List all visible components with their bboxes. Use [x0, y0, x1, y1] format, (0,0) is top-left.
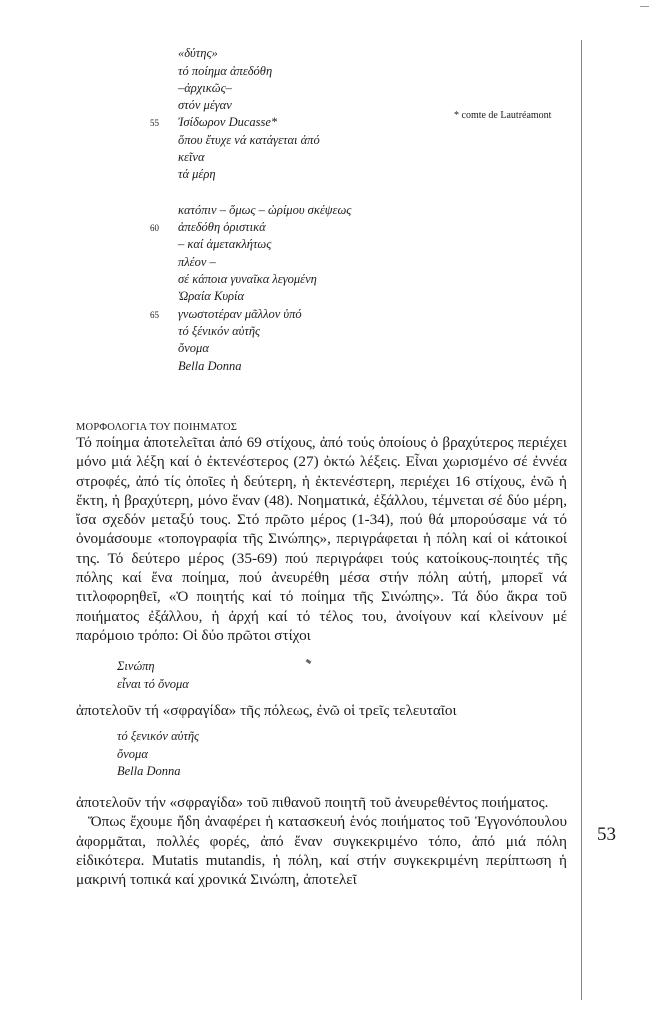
poem-line-11: – καί ἀμετακλήτως	[178, 237, 272, 251]
line-number-55: 55	[150, 118, 159, 128]
quote-block-1	[117, 658, 189, 693]
poem-line-10: ἀπεδόθη ὁριστικά	[178, 220, 266, 234]
quote-1-line-1: Σινώπη	[117, 659, 155, 673]
poem-line-14: Ὡραία Κυρία	[178, 289, 245, 303]
poem-line-9: κατόπιν – ὅμως – ὡρίμου σκέψεως	[178, 203, 352, 217]
poem-line-8: τά μέρη	[178, 167, 216, 181]
poem-line-17: ὄνομα	[178, 341, 209, 355]
quote-2-line-3: Bella Donna	[117, 764, 181, 778]
quote-block-2	[117, 728, 199, 781]
paragraph-3-4	[76, 793, 567, 889]
paragraph-4-text: Ὅπως ἔχουμε ἤδη ἀναφέρει ἡ κατασκευή ἑνός ποιήματος τοῦ Ἐγγονόπουλου ἀφορμᾶται, πολλές φορές, ἀπό ἕναν συγκεκριμένο τόπο, ἀπό μιά πόλη εἰδικότερα. Mutatis mutandis, ἡ πόλη, καί στήν συγκεκριμένη περίπτωση ἡ μακρινή τοπικά καί χρονικά Σινώπη, ἀποτελεῖ	[76, 813, 567, 889]
poem-line-2: τό ποίημα ἀπεδόθη	[178, 64, 273, 78]
poem-line-1: «δύτης»	[178, 46, 218, 60]
paragraph-1	[76, 433, 567, 645]
quote-2-line-1: τό ξενικόν αὐτῆς	[117, 729, 200, 743]
quote-1-line-2: εἶναι τό ὄνομα	[117, 676, 189, 691]
poem-line-12: πλέον –	[178, 255, 216, 269]
poem-line-16: τό ξένικόν αὐτῆς	[178, 324, 261, 338]
paragraph-2-text: ἀποτελοῦν τή «σφραγίδα» τῆς πόλεως, ἐνῶ οἱ τρεῖς τελευταῖοι	[76, 702, 457, 719]
margin-rule	[581, 40, 582, 1000]
stray-mark	[306, 659, 312, 664]
page-number: 53	[597, 824, 616, 845]
quote-2-line-2: ὄνομα	[117, 746, 148, 761]
paragraph-3-text: ἀποτελοῦν τήν «σφραγίδα» τοῦ πιθανοῦ ποιητῆ τοῦ ἀνευρεθέντος ποιήματος.	[76, 794, 549, 811]
section-heading: ΜΟΡΦΟΛΟΓΙΑ ΤΟΥ ΠΟΙΗΜΑΤΟΣ	[76, 422, 238, 433]
poem-line-18: Bella Donna	[178, 359, 242, 373]
poem-line-7: κεῖνα	[178, 150, 205, 164]
corner-mark	[640, 6, 649, 7]
poem-line-3: –ἀρχικῶς–	[178, 81, 232, 95]
line-number-60: 60	[150, 223, 159, 233]
poem-line-15: γνωστοτέραν μᾶλλον ὑπό	[178, 307, 302, 321]
poem-line-4: στόν μέγαν	[178, 98, 232, 112]
poem-line-5: Ἰσίδωρον Ducasse*	[178, 115, 278, 129]
paragraph-2	[76, 701, 567, 720]
poem-line-6: ὅπου ἔτυχε νά κατάγεται ἀπό	[178, 133, 320, 147]
footnote: * comte de Lautréamont	[454, 110, 552, 121]
paragraph-1-text: Τό ποίημα ἀποτελεῖται ἀπό 69 στίχους, ἀπό τούς ὁποίους ὁ βραχύτερος περιέχει μόνο μιά λέξη καί ὁ ἐκτενέστερος (27) ὀκτώ λέξεις. Εἶναι χωρισμένο σέ ἐννέα στροφές, ἀπό τίς ὁποῖες ἡ δεύτερη, ἡ ἐκτενέστερη, περιέχει 16 στίχους, ἐνῶ ἡ ἕκτη, ἡ βραχύτερη, μόνο ἕναν (48). Νοηματικά, ἐξάλλου, τέμνεται σέ δύο μέρη, ἴσα σχεδόν μεταξύ τους. Στό πρῶτο μέρος (1-34), πού θά μπορούσαμε νά τό ὀνομάσουμε «τοπογραφία τῆς Σινώπης», περιγράφεται ἡ πόλη καί οἱ κάτοικοί της. Τό δεύτερο μέρος (35-69) πού περιγράφει τούς κατοίκους-ποιητές τῆς πόλης καί ἕνα ποίημα, πού ἀνευρέθη μέσα στήν πόλη αὐτή, μπορεῖ νά τιτλοφορηθεῖ, «Ὁ ποιητής καί τό ποίημα τῆς Σινώπης». Τά δύο ἄκρα τοῦ ποιήματος ἐξάλλου, ἡ ἀρχή καί τό τέλος του, ἀνοίγουν καί κλείνουν μέ παρόμοιο τρόπο: Οἱ δύο πρῶτοι στίχοι	[76, 434, 567, 644]
line-number-65: 65	[150, 310, 159, 320]
poem-line-13: σέ κάποια γυναῖκα λεγομένη	[178, 272, 317, 286]
